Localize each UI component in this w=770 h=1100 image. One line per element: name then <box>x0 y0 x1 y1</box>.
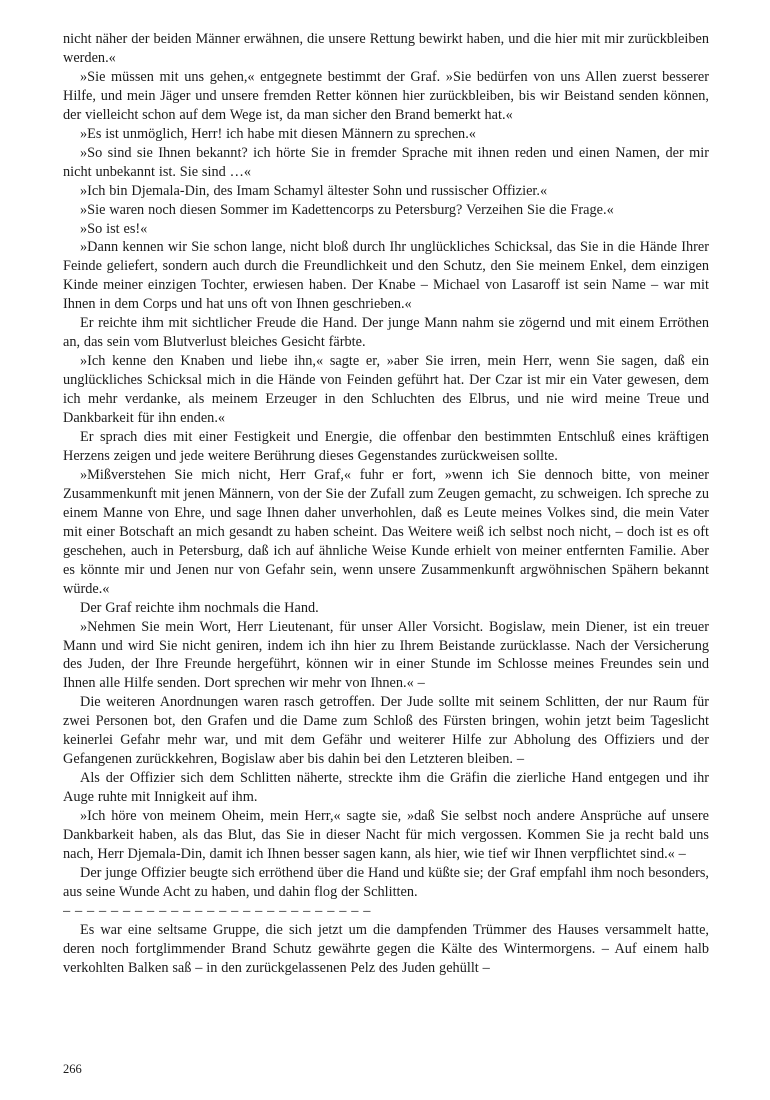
paragraph: »Ich kenne den Knaben und liebe ihn,« sagte er, »aber Sie irren, mein Herr, wenn Sie sagen, daß ein unglückliches Schicksal mich in die Hände von Feinden geführt hat. Der Czar ist mir ein Vater gewesen, dem ich mehr verdanke, als meinem Erzeuger in den Schluchten des Elbrus, und nie wird meine Treue und Dankbarkeit für ihn enden.« <box>63 353 709 427</box>
paragraph: »Nehmen Sie mein Wort, Herr Lieutenant, für unser Aller Vorsicht. Bogislaw, mein Diener, ist ein treuer Mann und wird Sie nicht geniren, indem ich ihn hier zu Ihrem Beistande zurücklasse. Nach der Versicherung des Juden, der Ihre Freunde hergeführt, können wir in einer Stunde im Schlosse meines Freundes sein und Ihnen alle Hilfe senden. Dort sprechen wir mehr von Ihnen.« – <box>63 618 709 692</box>
paragraph: »Sie müssen mit uns gehen,« entgegnete bestimmt der Graf. »Sie bedürfen von uns Allen zuerst besserer Hilfe, und mein Jäger und unsere fremden Retter können hier zurückbleiben, bis wir Beistand senden können, der vielleicht schon auf dem Wege ist, da man sicher den Brand bemerkt hat.« <box>63 68 709 123</box>
text-block <box>63 30 709 978</box>
paragraph: »Dann kennen wir Sie schon lange, nicht bloß durch Ihr unglückliches Schicksal, das Sie in die Hände Ihrer Feinde geliefert, sondern auch durch die Freundlichkeit und den Schutz, den Sie meinem Enkel, dem einzigen Kinde meiner einzigen Tochter, erwiesen haben. Der Knabe – Michael von Lasaroff ist sein Name – war mit Ihnen in dem Corps und hat uns oft von Ihnen geschrieben.« <box>63 239 709 313</box>
paragraph: »Es ist unmöglich, Herr! ich habe mit diesen Männern zu sprechen.« <box>80 125 476 142</box>
paragraph: »So ist es!« <box>80 220 148 237</box>
paragraph: Die weiteren Anordnungen waren rasch getroffen. Der Jude sollte mit seinem Schlitten, der nur Raum für zwei Personen bot, den Grafen und die Dame zum Schloß des Fürsten bringen, wohin jetzt beim Tageslicht keinerlei Gefahr mehr war, und mit dem Gefähr und weiterer Hilfe zur Abholung des Offiziers und der Gefangenen zurückkehren, Bogislaw aber bis dahin bei den Letzteren bleiben. – <box>63 694 709 768</box>
paragraph: Der Graf reichte ihm nochmals die Hand. <box>80 599 319 616</box>
paragraph: »Ich bin Djemala-Din, des Imam Schamyl ältester Sohn und russischer Offizier.« <box>80 182 548 199</box>
page-number: 266 <box>63 1062 82 1076</box>
paragraph: Der junge Offizier beugte sich erröthend über die Hand und küßte sie; der Graf empfahl ihm noch besonders, aus seine Wunde Acht zu haben, und dahin flog der Schlitten. <box>63 864 709 900</box>
paragraph: nicht näher der beiden Männer erwähnen, die unsere Rettung bewirkt haben, und die hier mit mir zurückbleiben werden.« <box>63 31 709 66</box>
paragraph: Er reichte ihm mit sichtlicher Freude die Hand. Der junge Mann nahm sie zögernd und mit einem Erröthen an, das sein vom Blutverlust bleiches Gesicht färbte. <box>63 315 709 351</box>
paragraph: »So sind sie Ihnen bekannt? ich hörte Sie in fremder Sprache mit ihnen reden und einen Namen, der mir nicht unbekannt ist. Sie sind …« <box>63 144 709 180</box>
paragraph: Es war eine seltsame Gruppe, die sich jetzt um die dampfenden Trümmer des Hauses versammelt hatte, deren noch fortglimmender Brand Schutz gewährte gegen die Kälte des Wintermorgens. – Auf einem halb verkohlten Balken saß – in den zurückgelassenen Pelz des Juden gehüllt – <box>63 921 709 976</box>
section-separator: – – – – – – – – – – – – – – – – – – – – – – – – – – <box>63 902 371 919</box>
paragraph: Als der Offizier sich dem Schlitten näherte, streckte ihm die Gräfin die zierliche Hand entgegen und ihr Auge ruhte mit Innigkeit auf ihm. <box>63 770 709 806</box>
paragraph: Er sprach dies mit einer Festigkeit und Energie, die offenbar den bestimmten Entschluß eines kräftigen Herzens zeigen und jede weitere Berührung dieses Gegenstandes zurückweisen sollte. <box>63 429 709 464</box>
paragraph: »Ich höre von meinem Oheim, mein Herr,« sagte sie, »daß Sie selbst noch andere Ansprüche auf unsere Dankbarkeit haben, als das Blut, das Sie in dieser Nacht für mich vergossen. Kommen Sie ja recht bald uns nach, Herr Djemala-Din, damit ich Ihnen besser sagen kann, als hier, wie tief wir Ihnen verpflichtet sind.« – <box>63 808 709 862</box>
paragraph: »Sie waren noch diesen Sommer im Kadettencorps zu Petersburg? Verzeihen Sie die Frage.« <box>80 201 614 218</box>
paragraph: »Mißverstehen Sie mich nicht, Herr Graf,« fuhr er fort, »wenn ich Sie dennoch bitte, von meiner Zusammenkunft mit jenen Männern, von der Sie der Zufall zum Zeugen gemacht, zu schweigen. Ich spreche zu einem Manne von Ehre, und sage Ihnen daher unverhohlen, daß es Leute meines Volkes sind, die mein Vater mit einer Botschaft an mich gesandt zu haben scheint. Das Weitere weiß ich selbst noch nicht, – doch ist es oft geschehen, auch in Petersburg, daß ich auf ähnliche Weise Kunde erhielt von meiner entfernten Familie. Aber es könnte mir und Jenen nur von Gefahr sein, wenn unsere Zusammenkunft argwöhnischen Spähern bekannt würde.« <box>63 466 709 597</box>
